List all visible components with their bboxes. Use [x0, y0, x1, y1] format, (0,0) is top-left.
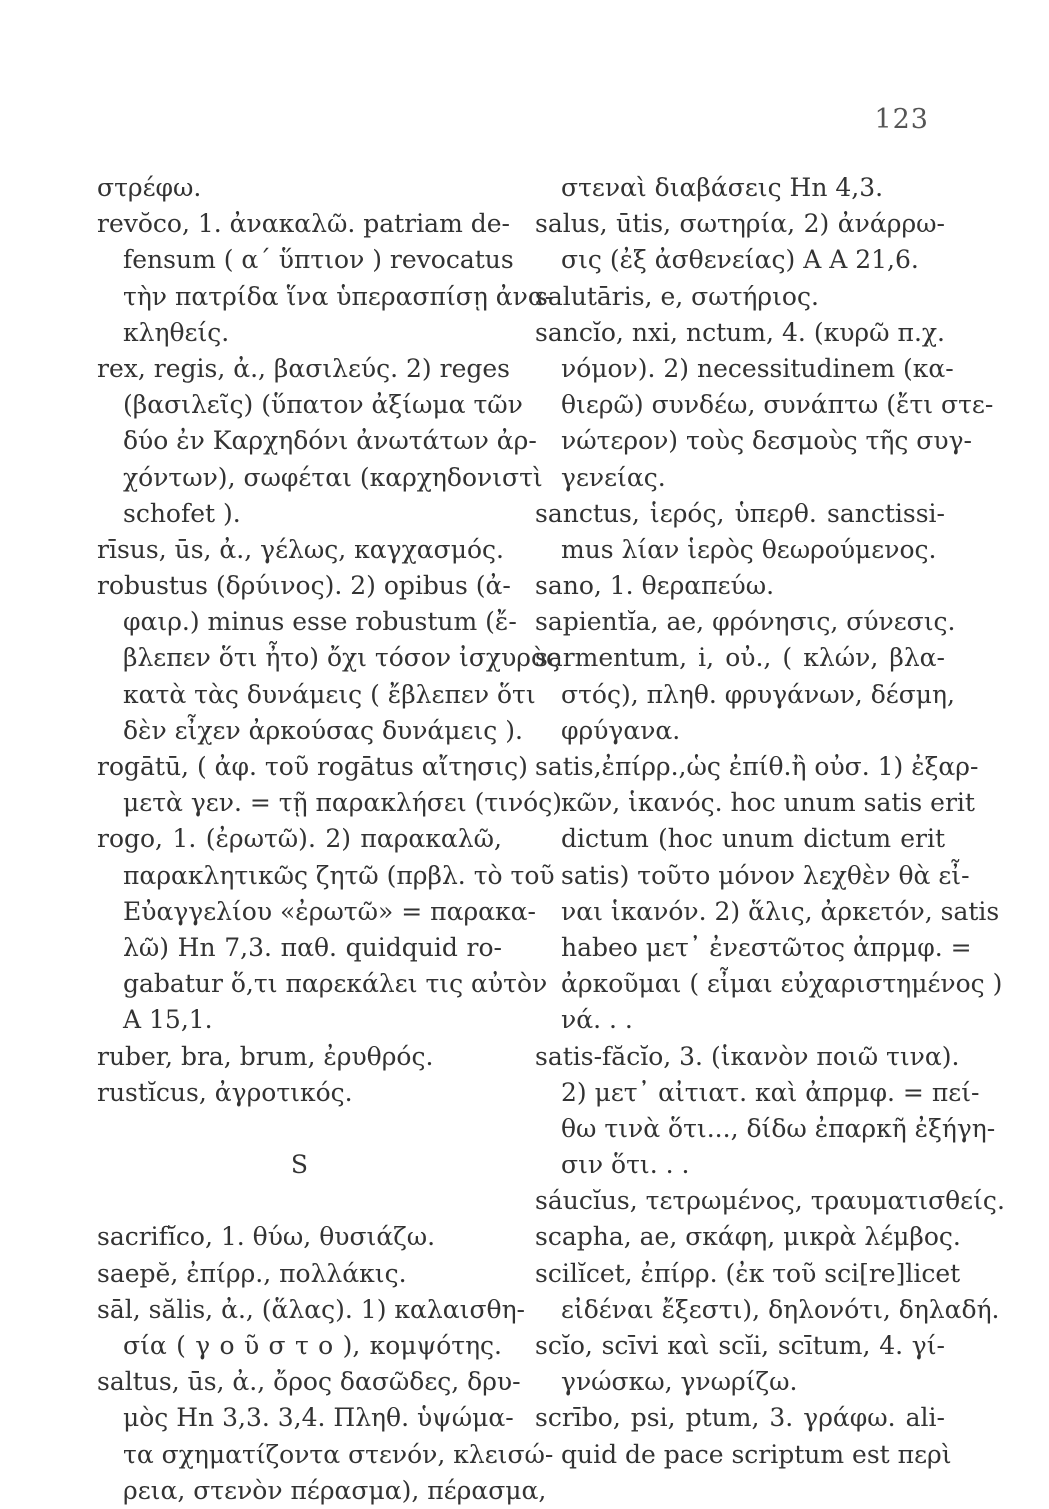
entry-line: satis,ἐπίρρ.,ὡς ἐπίθ.ἢ οὐσ. 1) ἐξαρ- [535, 752, 979, 781]
entry-line: scilĭcet, ἐπίρρ. (ἐκ τοῦ sci[re]licet [535, 1258, 961, 1288]
entry-line: robustus (δρύινος). 2) opibus (ἀ- [97, 571, 511, 601]
entry-line: sāl, sălis, ἀ., (ἅλας). 1) καλαισθη- [97, 1294, 525, 1324]
entry-line: fensum ( α΄ ὕπτιον ) revocatus [123, 245, 514, 275]
entry-line: στεναὶ διαβάσεις Hn 4,3. [561, 173, 884, 202]
entry-line: rogātū, ( ἀφ. τοῦ rogātus αἴτησις) [97, 752, 528, 781]
entry-line: quid de pace scriptum est περὶ [561, 1439, 952, 1469]
entry-line: ναι ἱκανόν. 2) ἅλις, ἀρκετόν, satis [561, 896, 1000, 926]
entry-line: sapientĭa, ae, φρόνησις, σύνεσις. [535, 607, 956, 637]
entry-line: salutāris, e, σωτήριος. [535, 281, 819, 311]
entry-line: νώτερον) τοὺς δεσμοὺς τῆς συγ- [561, 426, 972, 456]
entry-line: scĭo, scīvi καὶ scĭi, scītum, 4. γί- [535, 1331, 945, 1360]
entry-line: δύο ἐν Καρχηδόνι ἀνωτάτων ἀρ- [123, 426, 537, 456]
entry-line: revŏco, 1. ἀνακαλῶ. patriam de- [97, 209, 510, 239]
entry-line: rustĭcus, ἀγροτικός. [97, 1077, 353, 1107]
entry-line: φρύγανα. [561, 715, 681, 745]
entry-line: saepĕ, ἐπίρρ., πολλάκις. [97, 1258, 407, 1288]
entry-line: (βασιλεῖς) (ὕπατον ἀξίωμα τῶν [123, 390, 523, 420]
entry-line: στρέφω. [97, 173, 202, 202]
entry-line: scrībo, psi, ptum, 3. γράφω. ali- [535, 1403, 945, 1433]
entry-line: φαιρ.) minus esse robustum (ἔ- [123, 607, 517, 637]
entry-line: ρεια, στενὸν πέρασμα), πέρασμα, [123, 1475, 547, 1505]
entry-line: βλεπεν ὅτι ἦτο) ὄχι τόσον ἰσχυρὸς [123, 643, 561, 673]
entry-line: λῶ) Hn 7,3. παθ. quidquid ro- [123, 932, 502, 962]
entry-line: gabatur ὅ,τι παρεκάλει τις αὐτὸν [123, 969, 548, 999]
spacer-line [97, 1183, 502, 1219]
entry-line: scapha, ae, σκάφη, μικρὰ λέμβος. [535, 1222, 961, 1252]
entry-line: satis-făcĭo, 3. (ἱκανὸν ποιῶ τινα). [535, 1041, 960, 1071]
entry-line: σία ( γ ο ῦ σ τ ο ), κομψότης. [123, 1331, 502, 1360]
entry-line: sancĭo, nxi, nctum, 4. (κυρῶ π.χ. [535, 317, 945, 347]
entry-line: θω τινὰ ὅτι..., δίδω ἐπαρκῆ ἐξήγη- [561, 1113, 996, 1143]
entry-line: θιερῶ) συνδέω, συνάπτω (ἔτι στε- [561, 390, 994, 420]
entry-line: satis) τοῦτο μόνον λεχθὲν θὰ εἶ- [561, 860, 970, 890]
entry-line: νά. . . [561, 1005, 633, 1035]
spacer-line [97, 1111, 502, 1147]
entry-line: sarmentum, i, οὐ., ( κλών, βλα- [535, 643, 945, 673]
entry-line: habeo μετ᾽ ἐνεστῶτος ἀπρμφ. = [561, 932, 972, 962]
entry-line: 2) μετ᾽ αἰτιατ. καὶ ἀπρμφ. = πεί- [561, 1077, 980, 1107]
entry-line: dictum (hoc unum dictum erit [561, 824, 945, 854]
entry-line: rex, regis, ἀ., βασιλεύς. 2) reges [97, 353, 511, 383]
section-letter-heading: S [290, 1150, 309, 1180]
entry-line: μὸς Hn 3,3. 3,4. Πληθ. ὑψώμα- [123, 1403, 514, 1433]
entry-line: κληθείς. [123, 317, 230, 347]
entry-line: Εὐαγγελίου «ἐρωτῶ» = παρακα- [123, 896, 537, 926]
entry-line: sano, 1. θεραπεύω. [535, 571, 775, 601]
entry-line: γνώσκω, γνωρίζω. [561, 1367, 798, 1397]
entry-line: σις (ἐξ ἀσθενείας) A A 21,6. [561, 245, 919, 275]
entry-line: sacrifĭco, 1. θύω, θυσιάζω. [97, 1222, 436, 1252]
entry-line: στός), πληθ. φρυγάνων, δέσμη, [561, 679, 955, 709]
entry-line: rīsus, ūs, ἀ., γέλως, καγχασμός. [97, 534, 504, 564]
entry-line: A 15,1. [123, 1005, 213, 1035]
entry-line: τὴν πατρίδα ἵνα ὑπερασπίσῃ ἀνα- [123, 281, 554, 311]
page-number: 123 [874, 104, 929, 135]
entry-line: κατὰ τὰς δυνάμεις ( ἔβλεπεν ὅτι [123, 679, 536, 709]
entry-line: ἀρκοῦμαι ( εἶμαι εὐχαριστημένος ) [561, 969, 1003, 999]
entry-line: χόντων), σωφέται (καρχηδονιστὶ [123, 462, 543, 492]
entry-line: νόμον). 2) necessitudinem (κα- [561, 353, 954, 383]
entry-line: μετὰ γεν. = τῇ παρακλήσει (τινός) [123, 788, 562, 818]
entry-line: παρακλητικῶς ζητῶ (πρβλ. τὸ τοῦ [123, 860, 555, 890]
right-column [535, 170, 1005, 1473]
entry-line: sanctus, ἱερός, ὑπερθ. sanctissi- [535, 498, 945, 528]
left-column [97, 170, 562, 1509]
entry-line: εἰδέναι ἔξεστι), δηλονότι, δηλαδή. [561, 1294, 1000, 1324]
entry-line: salus, ūtis, σωτηρία, 2) ἀνάρρω- [535, 209, 945, 239]
entry-line: sáucĭus, τετρωμένος, τραυματισθείς. [535, 1186, 1005, 1216]
entry-line: γενείας. [561, 462, 666, 492]
entry-line: mus λίαν ἱερὸς θεωρούμενος. [561, 534, 937, 564]
entry-line: schofet ). [123, 498, 241, 528]
entry-line: τα σχηματίζοντα στενόν, κλεισώ- [123, 1439, 554, 1469]
entry-line: ruber, bra, brum, ἐρυθρός. [97, 1041, 434, 1071]
entry-line: σιν ὅτι. . . [561, 1150, 690, 1180]
entry-line: saltus, ūs, ἀ., ὄρος δασῶδες, δρυ- [97, 1367, 521, 1397]
entry-line: rogo, 1. (ἐρωτῶ). 2) παρακαλῶ, [97, 824, 502, 854]
entry-line: κῶν, ἱκανός. hoc unum satis erit [561, 788, 975, 818]
entry-line: δὲν εἶχεν ἀρκούσας δυνάμεις ). [123, 715, 523, 745]
